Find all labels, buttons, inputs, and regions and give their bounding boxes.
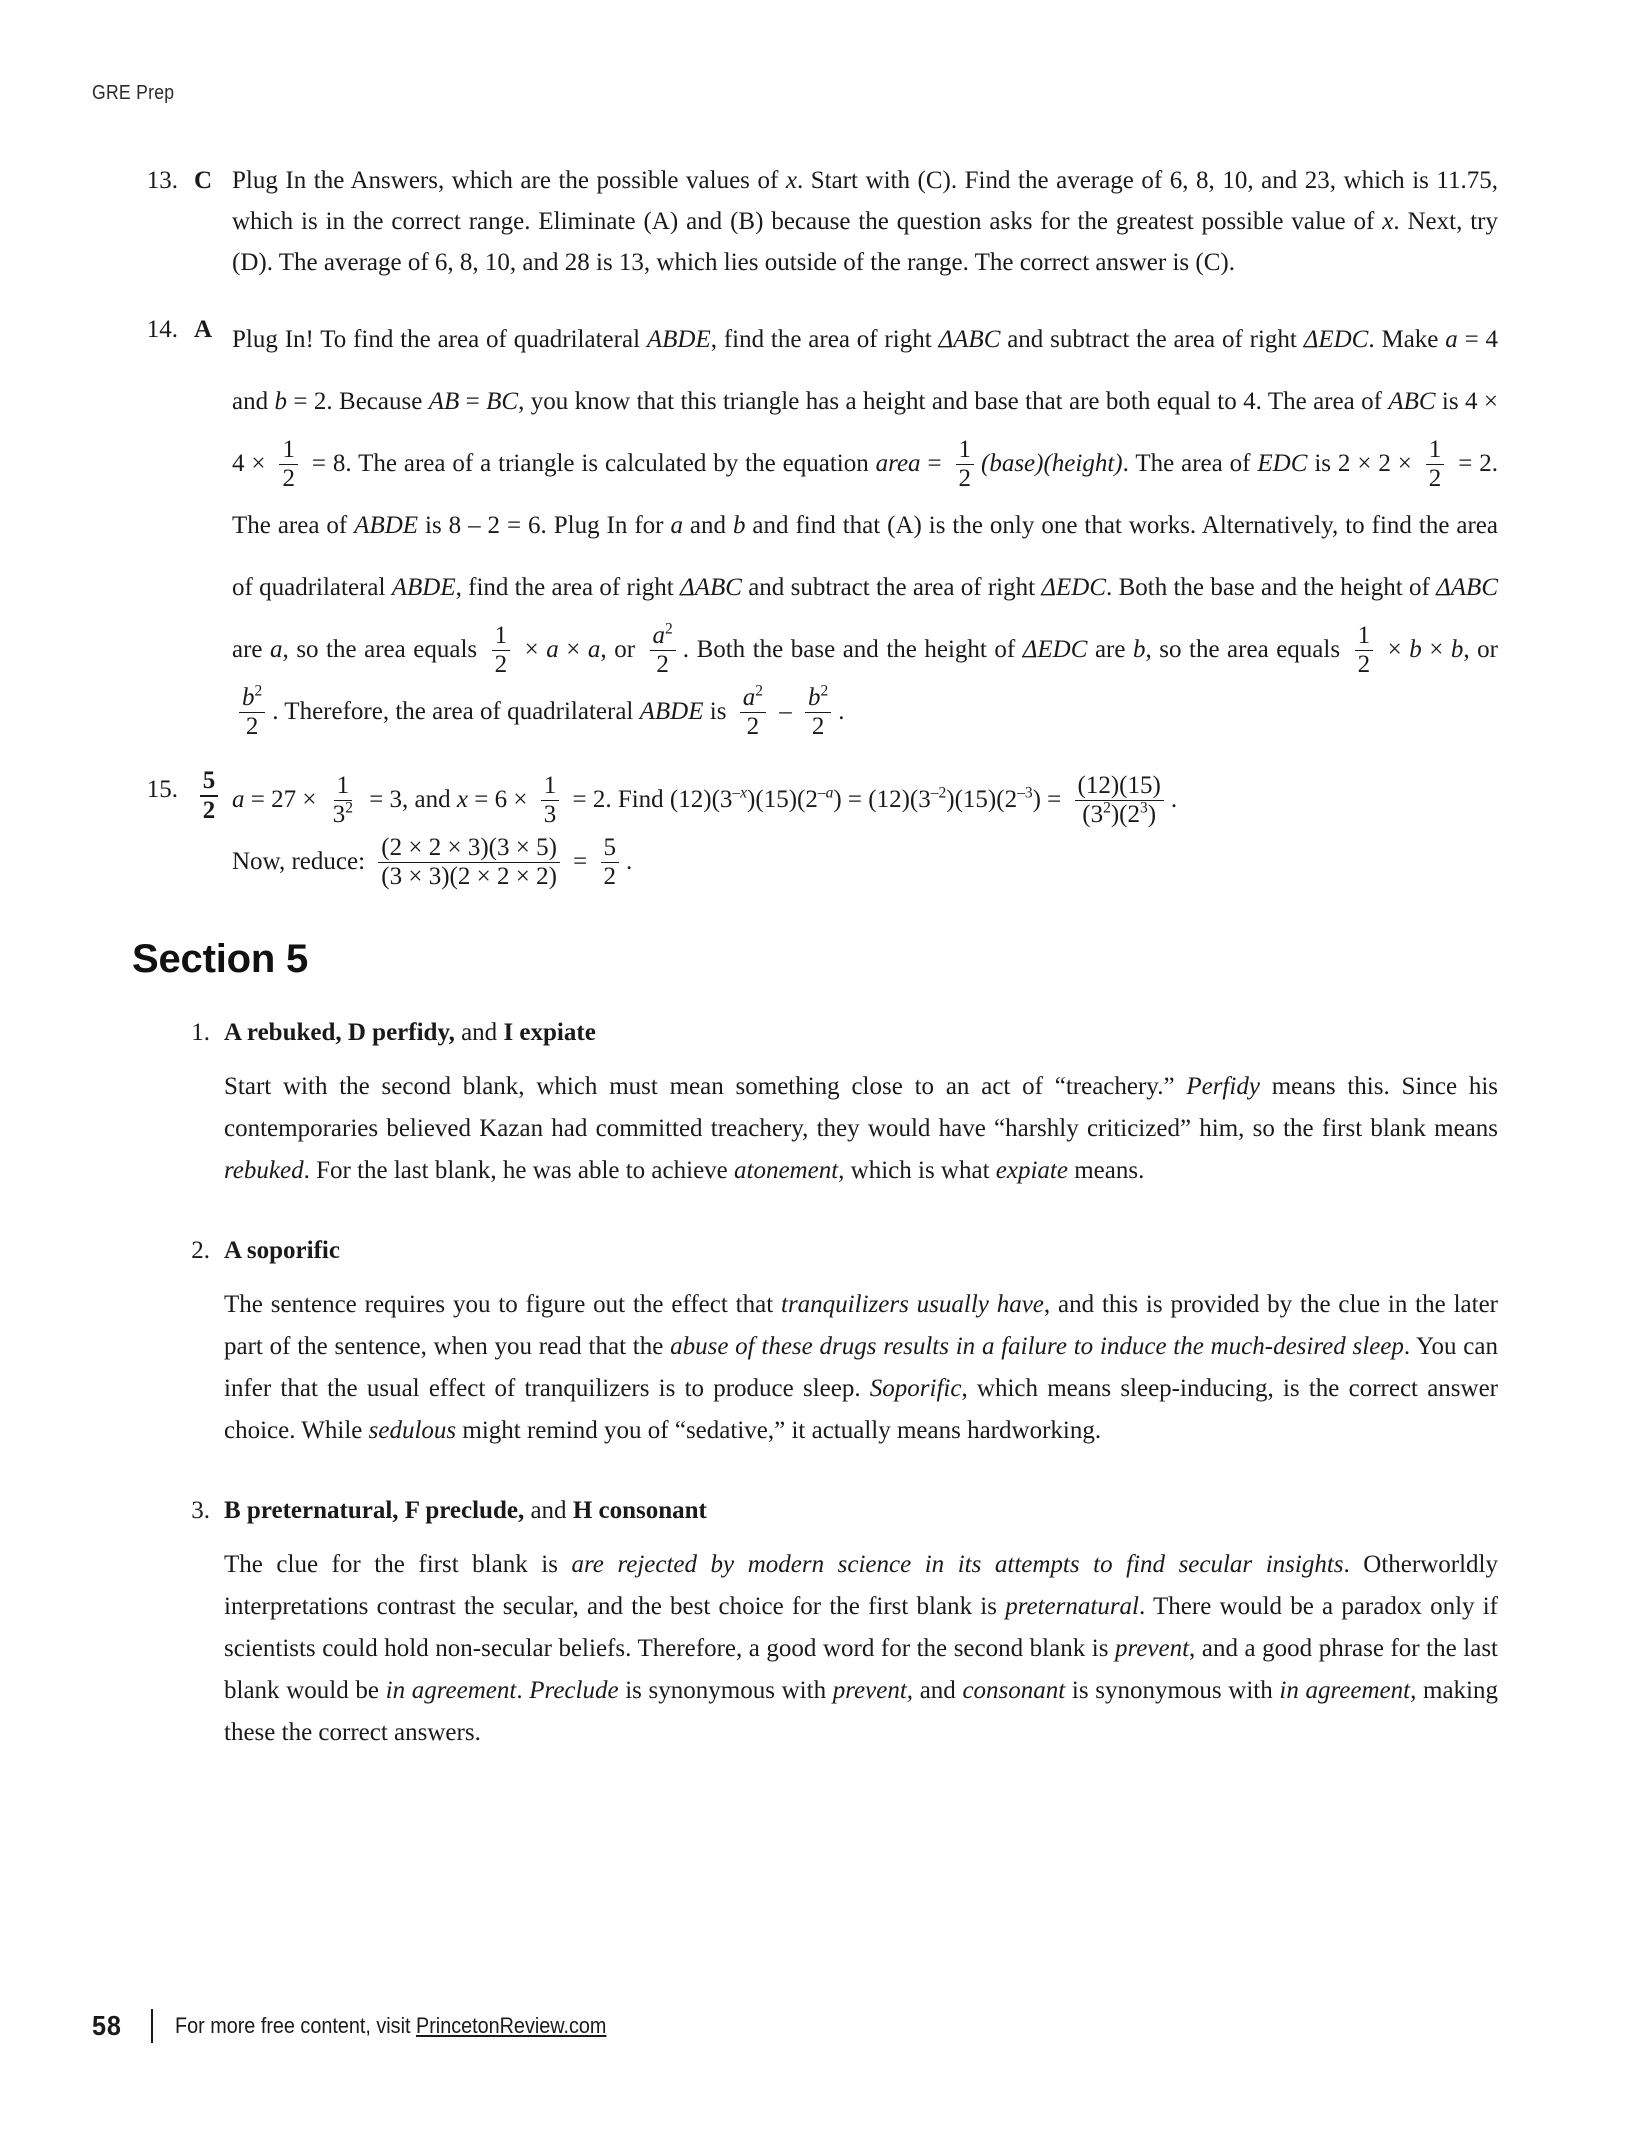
fraction-denominator: 2 xyxy=(1428,464,1442,492)
label-triangle-abc: ΔABC xyxy=(938,326,1001,353)
denominator-part: (3 xyxy=(1082,800,1104,828)
fraction-denominator: 2 xyxy=(958,464,971,492)
fraction-denominator: 2 xyxy=(746,712,760,740)
fraction-numerator: 1 xyxy=(334,773,353,801)
label-abde: ABDE xyxy=(646,326,711,353)
text-segment: = xyxy=(459,388,487,415)
emphasized-term: tranquilizers usually have xyxy=(781,1291,1044,1318)
text-segment: × xyxy=(1421,636,1451,663)
text-segment: . The area of xyxy=(1122,450,1258,477)
text-segment: . xyxy=(626,848,633,875)
exponent-neg-three: –3 xyxy=(1017,784,1033,802)
word-height: (height) xyxy=(1043,450,1123,477)
text-segment: is 2 × 2 × xyxy=(1307,450,1419,477)
text-segment: and xyxy=(913,1677,963,1704)
fraction-one-half xyxy=(279,437,298,493)
item-number: 2. xyxy=(191,1237,210,1264)
text-segment: . Therefore, the area of quadrilateral xyxy=(272,698,640,725)
verbal-item xyxy=(132,1230,1498,1482)
variable-a: a xyxy=(742,683,756,711)
footer-divider xyxy=(151,2009,153,2043)
text-segment: ) = (12)(3 xyxy=(833,786,931,813)
exponent: 2 xyxy=(345,799,353,817)
page-number: 58 xyxy=(92,2010,122,2041)
fraction-denominator: 2 xyxy=(1357,650,1371,678)
text-segment: )(15)(2 xyxy=(946,786,1018,813)
variable-b: b xyxy=(242,683,255,711)
item-number: 14. xyxy=(146,316,178,343)
fraction-denominator: (3 × 3)(2 × 2 × 2) xyxy=(381,862,557,890)
text-segment: . Both the base and the height of xyxy=(682,636,1023,663)
fraction-numerator: 5 xyxy=(601,835,620,863)
variable-x: x xyxy=(1382,208,1394,235)
fraction-one-half xyxy=(1426,437,1445,493)
emphasized-term: Soporific xyxy=(869,1375,962,1402)
verbal-item-body xyxy=(224,1230,1498,1482)
text-segment: is 8 – 2 = 6. Plug In for xyxy=(418,512,671,539)
fraction-numerator xyxy=(239,682,265,713)
item-number: 3. xyxy=(191,1497,210,1524)
text-segment: . There would be a paradox only if scientists could hold non-secular beliefs. Therefore, a good word for the second blank is xyxy=(224,1593,1498,1662)
variable-b: b xyxy=(1450,636,1464,663)
text-segment: are xyxy=(1087,636,1133,663)
emphasized-term: prevent xyxy=(1115,1635,1190,1662)
text-segment: = 3, and xyxy=(362,786,457,813)
text-segment: , which means sleep-inducing, is the correct answer choice. While xyxy=(224,1375,1498,1444)
text-segment: . xyxy=(1170,786,1178,813)
variable-a: a xyxy=(587,636,601,663)
exponent: 2 xyxy=(755,682,763,700)
text-segment: = 2. Because xyxy=(287,388,429,415)
denominator-part: ) xyxy=(1147,800,1157,828)
text-segment: , so the area equals xyxy=(1145,636,1348,663)
text-segment: The sentence requires you to figure out the effect that xyxy=(224,1291,781,1318)
text-segment: × xyxy=(517,636,547,663)
emphasized-term: abuse of these drugs results in a failure to induce the much-desired sleep xyxy=(670,1333,1404,1360)
text-segment: . For the last blank, he was able to achieve xyxy=(303,1157,735,1184)
emphasized-term: expiate xyxy=(995,1157,1068,1184)
answer-line xyxy=(224,1012,1498,1054)
denominator-base: 3 xyxy=(332,800,346,828)
text-segment: = 2. The area of xyxy=(232,450,1498,539)
variable-b: b xyxy=(1409,636,1422,663)
text-segment: , and this is provided by the clue in the later part of the sentence, when you read that the xyxy=(224,1291,1498,1360)
emphasized-term: preternatural xyxy=(1005,1593,1139,1620)
text-segment: is xyxy=(703,698,733,725)
item-explanation xyxy=(232,160,1498,283)
emphasized-term: Preclude xyxy=(529,1677,619,1704)
answer-choice: A soporific xyxy=(224,1237,340,1264)
variable-a: a xyxy=(670,512,683,539)
fraction-one-half xyxy=(492,623,511,679)
text-segment: . Make xyxy=(1368,326,1446,353)
footer-text xyxy=(175,2013,606,2039)
verbal-item-body xyxy=(224,1490,1498,1784)
label-triangle-edc: ΔEDC xyxy=(1022,636,1088,663)
text-segment: making these the correct answers. xyxy=(224,1677,1499,1746)
page-footer xyxy=(92,2009,654,2043)
exponent: 3 xyxy=(1140,799,1148,817)
emphasized-term: Perfidy xyxy=(1186,1073,1260,1100)
label-abde: ABDE xyxy=(354,512,419,539)
text-segment: and xyxy=(682,512,733,539)
variable-x: x xyxy=(456,786,469,813)
label-abde: ABDE xyxy=(639,698,704,725)
text-segment: . xyxy=(516,1677,530,1704)
exponent-neg-x xyxy=(732,785,747,802)
emphasized-term: prevent, xyxy=(832,1677,914,1704)
text-segment: . Both the base and the height of xyxy=(1106,574,1437,601)
text-segment: , so the area equals xyxy=(282,636,485,663)
variable-a: a xyxy=(652,621,666,649)
fraction-numerator: 1 xyxy=(492,623,511,651)
text-segment: Plug In the Answers, which are the possible values of xyxy=(232,167,786,194)
exponent-neg-two: –2 xyxy=(930,784,947,802)
label-abc: ABC xyxy=(1388,388,1436,415)
fraction-one-third xyxy=(541,773,560,829)
item-answer: A xyxy=(194,316,213,343)
variable-b: b xyxy=(807,683,821,711)
answer-choice: B preternatural, F preclude, xyxy=(224,1497,525,1524)
running-head: GRE Prep xyxy=(92,82,175,104)
fraction-a-squared-over-two xyxy=(650,620,676,679)
text-segment: , find the area of right xyxy=(455,574,681,601)
fraction-numerator: 1 xyxy=(541,773,560,801)
variable-b: b xyxy=(732,512,746,539)
text-segment: ) = xyxy=(1032,786,1068,813)
fraction-numerator: (12)(15) xyxy=(1075,773,1164,801)
text-segment: , you know that this triangle has a height and base that are both equal to 4. The area of xyxy=(518,388,1389,415)
text-segment: = 6 × xyxy=(468,786,534,813)
variable-a: a xyxy=(546,636,559,663)
item-explanation xyxy=(232,769,1498,893)
label-abde: ABDE xyxy=(391,574,456,601)
fraction-five-halves xyxy=(601,835,620,891)
explanation-paragraph xyxy=(224,1544,1498,1754)
fraction-numerator: (2 × 2 × 3)(3 × 5) xyxy=(378,835,560,863)
text-segment: and subtract the area of right xyxy=(741,574,1042,601)
text-segment: , or xyxy=(1463,636,1498,663)
label-bc: BC xyxy=(486,388,519,415)
emphasized-term: atonement, xyxy=(734,1157,845,1184)
text-segment: = xyxy=(920,450,949,477)
text-now-reduce: Now, reduce: xyxy=(232,848,372,875)
section-heading: Section 5 xyxy=(132,937,309,981)
fraction-denominator: 2 xyxy=(811,712,825,740)
fraction-one-over-three-squared xyxy=(330,773,356,829)
text-segment: which is what xyxy=(844,1157,996,1184)
emphasized-term: consonant xyxy=(962,1677,1066,1704)
text-segment: × xyxy=(1380,636,1410,663)
item-number: 15. xyxy=(146,776,178,803)
text-segment: = 2. Find (12)(3 xyxy=(566,786,733,813)
text-segment: might remind you of “sedative,” it actually means hardworking. xyxy=(456,1417,1102,1444)
emphasized-term: sedulous xyxy=(368,1417,457,1444)
text-segment: and find that (A) is the only one that works. Alternatively, to find the area of quadrilateral xyxy=(232,512,1498,601)
fraction-denominator xyxy=(1079,801,1159,828)
explanation-item-15 xyxy=(132,769,1498,893)
item-number: 13. xyxy=(146,167,178,194)
variable-b: b xyxy=(1132,636,1146,663)
exponent-value: –a xyxy=(817,784,834,802)
footer-text-segment: For more free content, visit xyxy=(174,2013,416,2038)
text-segment: × xyxy=(558,636,588,663)
emphasized-term: rebuked xyxy=(224,1157,304,1184)
explanation-item-14 xyxy=(132,309,1498,743)
fraction-numerator: 1 xyxy=(1426,437,1445,465)
exponent: 2 xyxy=(665,620,673,638)
answer-choice: A rebuked, D perfidy, xyxy=(224,1019,455,1046)
text-segment: is synonymous with xyxy=(1065,1677,1280,1704)
label-triangle-abc: ΔABC xyxy=(680,574,742,601)
text-segment: = 27 × xyxy=(244,786,323,813)
word-area: area xyxy=(875,450,921,477)
text-segment: is 4 × 4 × xyxy=(232,388,1498,477)
text-segment: . Next, try (D). The average of 6, 8, 10, and 28 is 13, which lies outside of the range. The correct answer is (C). xyxy=(232,208,1498,276)
word-base: (base) xyxy=(981,450,1044,477)
fraction-numerator xyxy=(805,682,831,713)
text-segment: and subtract the area of right xyxy=(1000,326,1304,353)
fraction-a-squared-over-two xyxy=(740,682,766,741)
answer-connector: and xyxy=(524,1497,573,1524)
item-explanation xyxy=(232,309,1498,743)
text-segment: Plug In! To find the area of quadrilateral xyxy=(232,326,647,353)
verbal-item xyxy=(132,1012,1498,1222)
label-ab: AB xyxy=(428,388,460,415)
fraction-reduce-expression xyxy=(378,835,560,891)
fraction-numerator xyxy=(740,682,766,713)
text-segment: – xyxy=(772,698,798,725)
text-segment: )(15)(2 xyxy=(747,786,818,813)
text-segment: . Otherworldly interpretations contrast the secular, and the best choice for the first blank is xyxy=(224,1551,1499,1620)
exponent: 2 xyxy=(254,682,263,700)
item-answer xyxy=(186,769,232,826)
answer-line xyxy=(224,1490,1498,1532)
fraction-one-half xyxy=(1355,623,1374,679)
variable-x: x xyxy=(785,167,797,194)
emphasized-term: are rejected by modern science in its attempts to find secular insights xyxy=(571,1551,1344,1578)
exponent-neg-a xyxy=(818,785,834,802)
fraction-denominator: 2 xyxy=(603,862,617,890)
fraction-numerator: 1 xyxy=(1355,623,1374,651)
verbal-explanations-list xyxy=(132,1012,1498,1784)
fraction-numerator: 1 xyxy=(956,437,975,465)
text-segment: The clue for the first blank is xyxy=(224,1551,572,1578)
text-segment: is synonymous with xyxy=(618,1677,833,1704)
text-segment: = 8. The area of a triangle is calculated by the equation xyxy=(304,450,876,477)
text-segment: . xyxy=(838,698,845,725)
text-segment: . Start with (C). Find the average of 6, 8, 10, and 23, which is 11.75, which is in the correct range. Eliminate (A) and (B) because the question asks for the greatest possible value of xyxy=(232,167,1499,235)
exponent: 2 xyxy=(820,682,829,700)
label-triangle-edc: ΔEDC xyxy=(1303,326,1369,353)
fraction-numerator: 5 xyxy=(200,768,219,797)
exponent: 2 xyxy=(1103,799,1111,817)
denominator-part: )(2 xyxy=(1110,800,1140,828)
fraction-denominator xyxy=(330,801,356,828)
fraction-b-squared-over-two xyxy=(239,682,265,741)
text-segment: , or xyxy=(600,636,643,663)
exponent-value: –x xyxy=(732,784,748,802)
text-segment: are xyxy=(232,636,271,663)
text-segment: Start with the second blank, which must mean something close to an act of “treachery.” xyxy=(224,1073,1187,1100)
item-number: 1. xyxy=(191,1019,210,1046)
emphasized-term: in agreement, xyxy=(1279,1677,1417,1704)
label-edc: EDC xyxy=(1257,450,1308,477)
verbal-item xyxy=(132,1490,1498,1784)
label-triangle-abc: ΔABC xyxy=(1436,574,1498,601)
answer-choice: I expiate xyxy=(503,1019,596,1046)
fraction-denominator: 2 xyxy=(656,650,669,678)
text-segment: , and a good phrase for the last blank would be xyxy=(224,1635,1498,1704)
text-segment: . You can infer that the usual effect of tranquilizers is to produce sleep. xyxy=(224,1333,1498,1402)
answer-line xyxy=(224,1230,1498,1272)
variable-a: a xyxy=(232,786,245,813)
explanation-item-13 xyxy=(132,160,1498,283)
fraction-one-half xyxy=(956,437,975,493)
fraction-five-halves xyxy=(200,768,219,825)
text-segment: means this. Since his contemporaries believed Kazan had committed treachery, they would have “harshly criticized” him, so the first blank means xyxy=(224,1073,1498,1142)
text-segment: = xyxy=(566,848,594,875)
text-segment: , find the area of right xyxy=(710,326,939,353)
text-segment: means. xyxy=(1067,1157,1145,1184)
fraction-denominator: 2 xyxy=(245,712,259,740)
variable-a: a xyxy=(1445,326,1458,353)
fraction-numerator: 1 xyxy=(279,437,298,465)
fraction-numerator xyxy=(650,620,676,651)
page-content xyxy=(0,160,1640,1792)
fraction-denominator: 2 xyxy=(494,650,508,678)
label-triangle-edc: ΔEDC xyxy=(1041,574,1107,601)
fraction-b-squared-over-two xyxy=(805,682,831,741)
explanation-paragraph xyxy=(224,1066,1498,1192)
fraction-denominator: 2 xyxy=(202,797,216,825)
text-segment: = 4 and xyxy=(232,326,1499,415)
verbal-item-body xyxy=(224,1012,1498,1222)
fraction-denominator: 2 xyxy=(282,464,295,492)
princetonreview-link[interactable]: PrincetonReview.com xyxy=(415,2013,607,2038)
item-answer: C xyxy=(194,167,213,194)
variable-a: a xyxy=(270,636,283,663)
variable-b: b xyxy=(274,388,287,415)
fraction-product-over-powers xyxy=(1075,773,1164,829)
answer-choice: H consonant xyxy=(572,1497,707,1524)
answer-connector: and xyxy=(454,1019,504,1046)
emphasized-term: in agreement xyxy=(385,1677,517,1704)
fraction-denominator: 3 xyxy=(543,800,557,828)
explanation-paragraph xyxy=(224,1284,1498,1452)
